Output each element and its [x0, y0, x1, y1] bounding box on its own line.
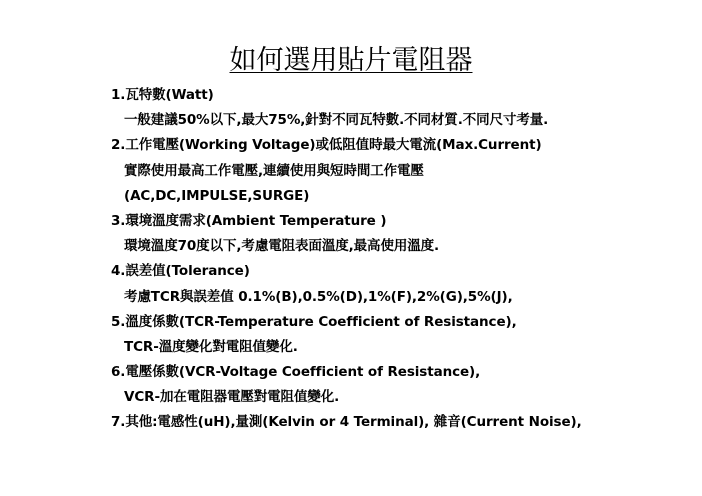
item-4-heading: 4.誤差值(Tolerance): [111, 263, 250, 280]
slide-title: 如何選用貼片電阻器: [229, 45, 473, 76]
item-6-detail: VCR-加在電阻器電壓對電阻值變化.: [124, 389, 340, 406]
item-2-detail: (AC,DC,IMPULSE,SURGE): [124, 187, 310, 204]
item-6-heading: 6.電壓係數(VCR-Voltage Coefficient of Resistance),: [111, 364, 481, 381]
item-5-detail: TCR-溫度變化對電阻值變化.: [124, 338, 298, 355]
item-1-detail: 一般建議50%以下,最大75%,針對不同瓦特數.不同材質.不同尺寸考量.: [124, 112, 549, 129]
item-3-detail: 環境溫度70度以下,考慮電阻表面溫度,最高使用溫度.: [124, 238, 440, 255]
item-2-heading: 2.工作電壓(Working Voltage)或低阻值時最大電流(Max.Current): [111, 137, 542, 154]
item-5-heading: 5.溫度係數(TCR-Temperature Coefficient of Resistance),: [111, 313, 517, 330]
item-1-heading: 1.瓦特數(Watt): [111, 87, 214, 103]
item-7-heading: 7.其他:電感性(uH),量測(Kelvin or 4 Terminal), 雜音(Current Noise),: [111, 414, 582, 431]
item-list: [0, 83, 702, 436]
item-3-heading: 3.環境溫度需求(Ambient Temperature ): [111, 212, 387, 229]
item-2-detail: 實際使用最高工作電壓,連續使用與短時間工作電壓: [124, 162, 424, 179]
item-4-detail: 考慮TCR與誤差值 0.1%(B),0.5%(D),1%(F),2%(G),5%(J),: [124, 288, 513, 305]
